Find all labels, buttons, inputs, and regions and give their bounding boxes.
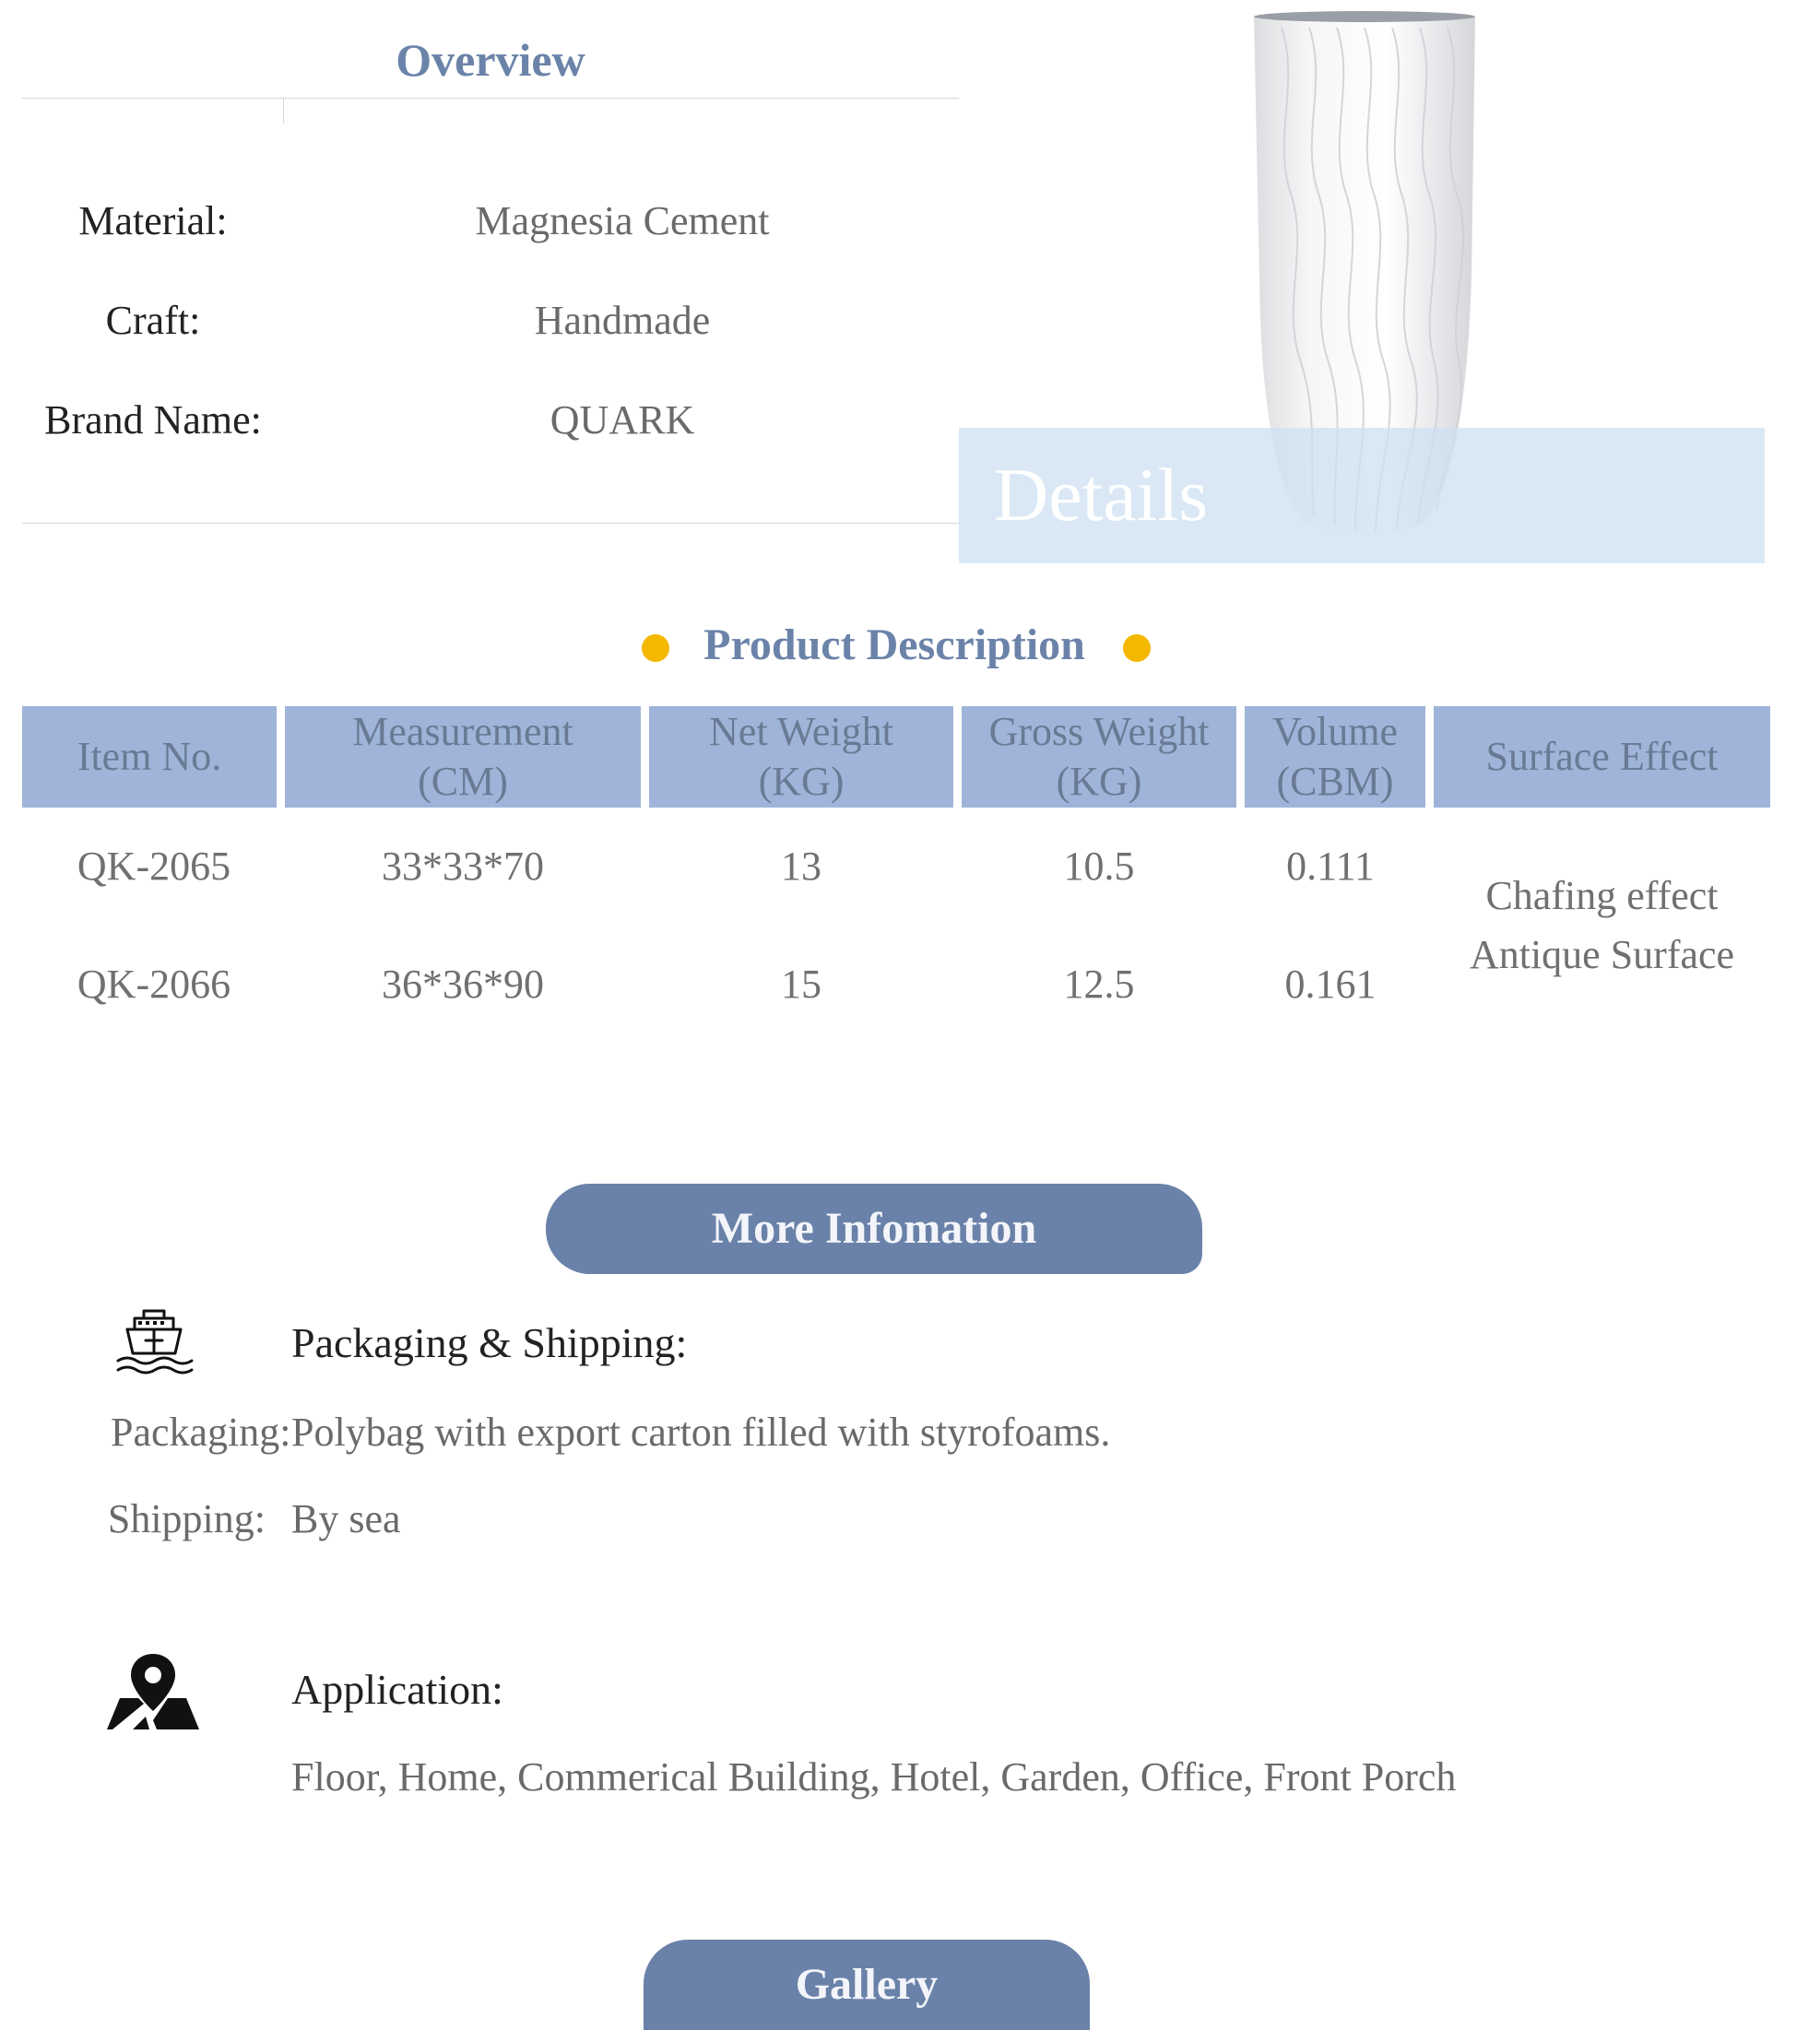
table-cell-net-weight: 13 (781, 844, 821, 889)
overview-divider-bottom (22, 523, 959, 524)
surface-effect-line-1: Chafing effect (1485, 873, 1719, 918)
col-header-surface-effect: Surface Effect (1434, 706, 1770, 808)
table-cell-measurement: 36*36*90 (382, 962, 544, 1007)
table-cell-measurement: 33*33*70 (382, 844, 544, 889)
table-cell-gross-weight: 12.5 (1063, 962, 1135, 1007)
map-location-icon (105, 1650, 201, 1733)
craft-label: Craft: (105, 298, 201, 343)
gallery-button[interactable]: Gallery (644, 1940, 1090, 2030)
application-heading: Application: (291, 1666, 503, 1713)
packaging-label: Packaging: (111, 1410, 291, 1455)
overview-divider-tick (283, 98, 284, 124)
table-cell-volume: 0.161 (1284, 962, 1377, 1007)
col-header-item-no: Item No. (22, 706, 277, 808)
packaging-shipping-heading: Packaging & Shipping: (291, 1319, 688, 1366)
application-value: Floor, Home, Commerical Building, Hotel, Garden, Office, Front Porch (291, 1754, 1457, 1800)
brand-name-label: Brand Name: (44, 397, 262, 443)
material-label: Material: (78, 198, 228, 243)
details-label: Details (994, 453, 1209, 537)
surface-effect-line-2: Antique Surface (1469, 932, 1735, 977)
col-header-net-weight: Net Weight (KG) (649, 706, 953, 808)
table-cell-item: QK-2066 (77, 962, 231, 1007)
packaging-value: Polybag with export carton filled with styrofoams. (291, 1410, 1111, 1455)
shipping-value: By sea (291, 1496, 401, 1541)
table-cell-net-weight: 15 (781, 962, 821, 1007)
overview-title: Overview (396, 34, 585, 86)
table-cell-volume: 0.111 (1286, 844, 1375, 889)
more-information-button[interactable]: More Infomation (546, 1184, 1202, 1274)
overview-divider-top (22, 98, 959, 99)
shipping-label: Shipping: (107, 1496, 266, 1541)
material-value: Magnesia Cement (475, 198, 770, 243)
ship-icon (114, 1307, 194, 1381)
col-header-gross-weight: Gross Weight (KG) (962, 706, 1236, 808)
craft-value: Handmade (534, 298, 711, 343)
table-cell-item: QK-2065 (77, 844, 231, 889)
brand-name-value: QUARK (550, 397, 695, 443)
title-dot-right (1123, 634, 1151, 662)
col-header-measurement: Measurement (CM) (285, 706, 641, 808)
product-description-title: Product Description (703, 620, 1085, 669)
table-cell-gross-weight: 10.5 (1063, 844, 1135, 889)
col-header-volume: Volume (CBM) (1245, 706, 1425, 808)
